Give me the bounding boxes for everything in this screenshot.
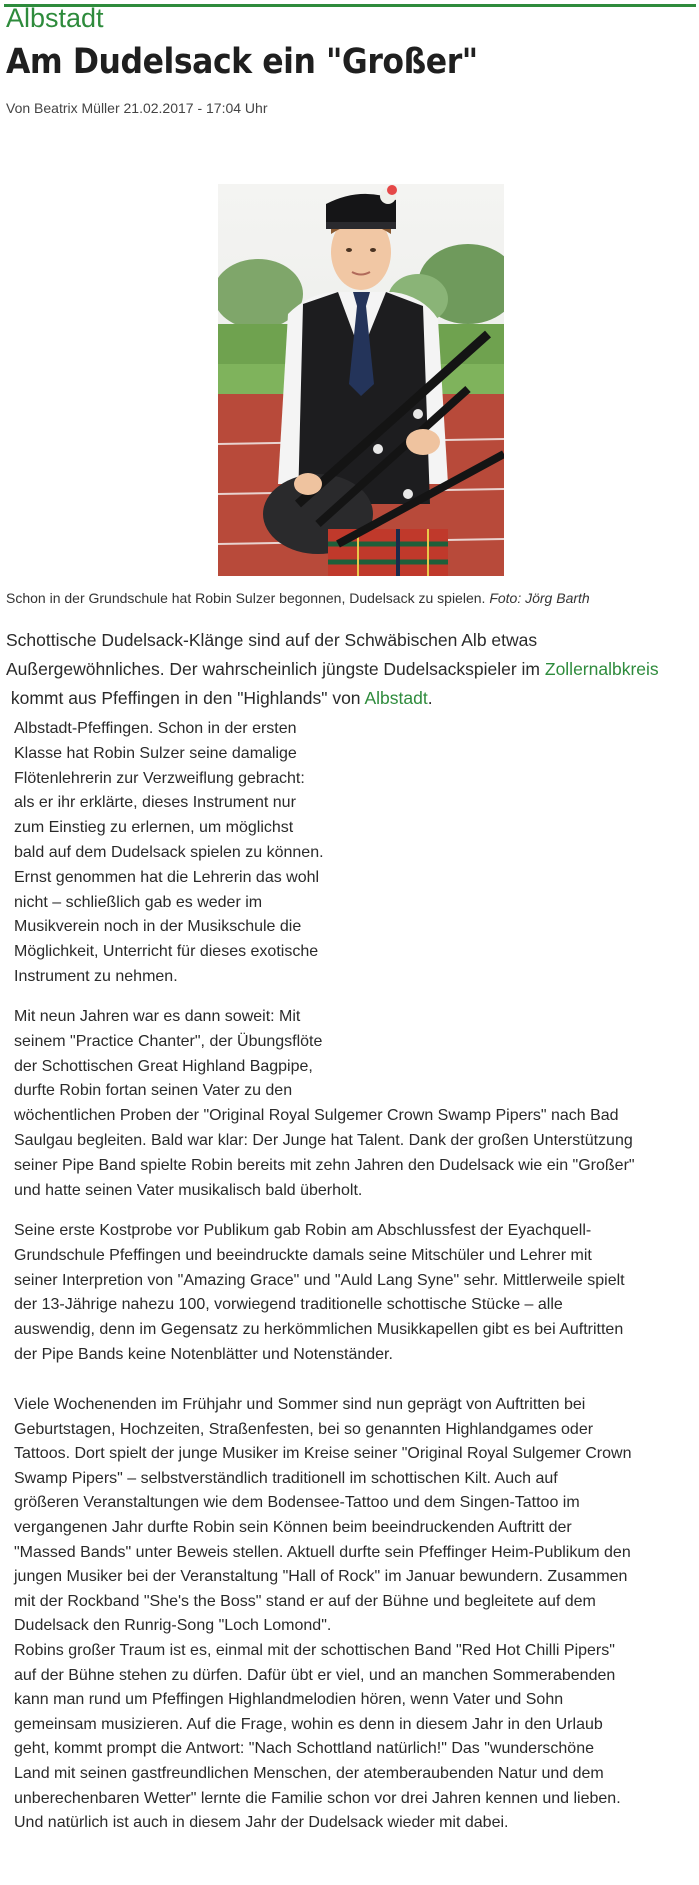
- paragraph-line: zum Einstieg zu erlernen, um möglichst: [14, 819, 294, 837]
- paragraph-line: als er ihr erklärte, dieses Instrument nur: [14, 794, 296, 812]
- paragraph-line: gemeinsam musizieren. Auf die Frage, wohin es denn in diesem Jahr in den Urlaub: [14, 1715, 603, 1733]
- lead-text: Außergewöhnliches. Der wahrscheinlich jüngste Dudelsackspieler im: [6, 659, 545, 679]
- paragraph-line: geht, kommt prompt die Antwort: "Nach Schottland natürlich!" Das "wunderschöne: [14, 1740, 594, 1758]
- paragraph-line: nicht – schließlich gab es weder im: [14, 893, 263, 911]
- paragraph-line: der 13-Jährige nahezu 100, vorwiegend traditionelle schottische Stücke – alle: [14, 1296, 563, 1314]
- paragraph-line: seiner Pipe Band spielte Robin bereits mit zehn Jahren den Dudelsack wie ein "Großer": [14, 1156, 635, 1174]
- paragraph-line: größeren Veranstaltungen wie dem Bodensee-Tattoo und dem Singen-Tattoo im: [14, 1494, 580, 1512]
- article-paragraph-4: [14, 1393, 631, 1836]
- paragraph-line: Saulgau begleiten. Bald war klar: Der Junge hat Talent. Dank der großen Unterstützung: [14, 1131, 633, 1149]
- paragraph-line: wöchentlichen Proben der "Original Royal Sulgemer Crown Swamp Pipers" nach Bad: [14, 1107, 619, 1125]
- zollernalbkreis-link[interactable]: Zollernalbkreis: [544, 659, 659, 679]
- paragraph-line: seinem "Practice Chanter", der Übungsflöte: [14, 1032, 323, 1050]
- paragraph-line: Albstadt-Pfeffingen. Schon in der ersten: [14, 720, 297, 737]
- article-byline: Von Beatrix Müller 21.02.2017 - 17:04 Uhr: [6, 100, 268, 116]
- photo-caption: [6, 590, 590, 606]
- lead-text: kommt aus Pfeffingen in den "Highlands" von: [10, 688, 365, 708]
- paragraph-line: vergangenen Jahr durfte Robin sein Können beim beeindruckenden Auftritt der: [14, 1518, 572, 1536]
- paragraph-line: Instrument zu nehmen.: [14, 967, 178, 985]
- paragraph-line: Klasse hat Robin Sulzer seine damalige: [14, 744, 297, 762]
- header-rule: [4, 4, 696, 7]
- article-headline: Am Dudelsack ein "Großer": [6, 42, 478, 82]
- paragraph-line: Grundschule Pfeffingen und beeindruckte damals seine Mitschüler und Lehrer mit: [14, 1246, 592, 1264]
- paragraph-line: Seine erste Kostprobe vor Publikum gab Robin am Abschlussfest der Eyachquell-: [14, 1222, 592, 1239]
- article-photo[interactable]: [218, 184, 504, 576]
- article-paragraph-3: [14, 1219, 625, 1368]
- article-paragraph-2: [14, 1005, 635, 1203]
- paragraph-line: Flötenlehrerin zur Verzweiflung gebracht:: [14, 769, 305, 787]
- paragraph-line: unberechenbaren Wetter" lernte die Familie schon vor drei Jahren kennen und lieben.: [14, 1789, 621, 1807]
- paragraph-line: und hatte seinen Vater musikalisch bald überholt.: [14, 1181, 363, 1199]
- paragraph-line: Mit neun Jahren war es dann soweit: Mit: [14, 1008, 301, 1025]
- paragraph-line: Robins großer Traum ist es, einmal mit der schottischen Band "Red Hot Chilli Pipers": [14, 1641, 615, 1659]
- paragraph-line: seiner Interpretion von "Amazing Grace" und "Auld Lang Syne" sehr. Mittlerweile spielt: [14, 1271, 625, 1289]
- paragraph-line: "Massed Bands" unter Beweis stellen. Aktuell durfte sein Pfeffinger Heim-Publikum den: [14, 1543, 631, 1561]
- paragraph-line: Möglichkeit, Unterricht für dieses exotische: [14, 943, 319, 961]
- paragraph-line: durfte Robin fortan seinen Vater zu den: [14, 1082, 293, 1100]
- paragraph-line: Musikverein noch in der Musikschule die: [14, 918, 302, 936]
- article-paragraph-1: [14, 717, 324, 990]
- article-lead: [6, 626, 696, 713]
- paragraph-line: Viele Wochenenden im Frühjahr und Sommer sind nun geprägt von Auftritten bei: [14, 1396, 586, 1413]
- photo-credit: Foto: Jörg Barth: [489, 590, 590, 606]
- paragraph-line: mit der Rockband "She's the Boss" stand er auf der Bühne und begleitete auf dem: [14, 1592, 596, 1610]
- lead-line: [6, 684, 696, 713]
- paragraph-line: Geburtstagen, Hochzeiten, Straßenfesten, bei so genannten Highlandgames oder: [14, 1420, 594, 1438]
- caption-text: Schon in der Grundschule hat Robin Sulzer begonnen, Dudelsack zu spielen.: [6, 590, 486, 606]
- paragraph-line: der Pipe Bands keine Notenblätter und Notenständer.: [14, 1345, 393, 1363]
- lead-line: Schottische Dudelsack-Klänge sind auf der Schwäbischen Alb etwas: [6, 630, 538, 650]
- paragraph-line: Land mit seinen gastfreundlichen Menschen, der atemberaubenden Natur und dem: [14, 1764, 604, 1782]
- article-kicker[interactable]: Albstadt: [6, 3, 104, 33]
- paragraph-line: der Schottischen Great Highland Bagpipe,: [14, 1057, 313, 1075]
- paragraph-line: Dudelsack den Runrig-Song "Loch Lomond".: [14, 1617, 332, 1635]
- paragraph-line: jungen Musiker bei der Veranstaltung "Hall of Rock" im Januar bewundern. Zusammen: [14, 1568, 628, 1586]
- paragraph-line: Swamp Pipers" – selbstverständlich traditionell im schottischen Kilt. Auch auf: [14, 1469, 558, 1487]
- paragraph-line: auswendig, denn im Gegensatz zu herkömmlichen Musikkapellen gibt es bei Auftritten: [14, 1321, 624, 1339]
- paragraph-line: Ernst genommen hat die Lehrerin das wohl: [14, 868, 320, 886]
- lead-line: [6, 655, 696, 684]
- lead-text: .: [427, 688, 433, 708]
- piper-boy-photo: [218, 184, 504, 576]
- paragraph-line: auf der Bühne stehen zu dürfen. Dafür übt er viel, und an manchen Sommerabenden: [14, 1666, 616, 1684]
- paragraph-line: Und natürlich ist auch in diesem Jahr der Dudelsack wieder mit dabei.: [14, 1814, 509, 1832]
- paragraph-line: kann man rund um Pfeffingen Highlandmelodien hören, wenn Vater und Sohn: [14, 1691, 564, 1709]
- paragraph-line: bald auf dem Dudelsack spielen zu können.: [14, 843, 324, 861]
- albstadt-link[interactable]: Albstadt: [364, 688, 428, 708]
- paragraph-line: Tattoos. Dort spielt der junge Musiker im Kreise seiner "Original Royal Sulgemer Crown: [14, 1445, 632, 1463]
